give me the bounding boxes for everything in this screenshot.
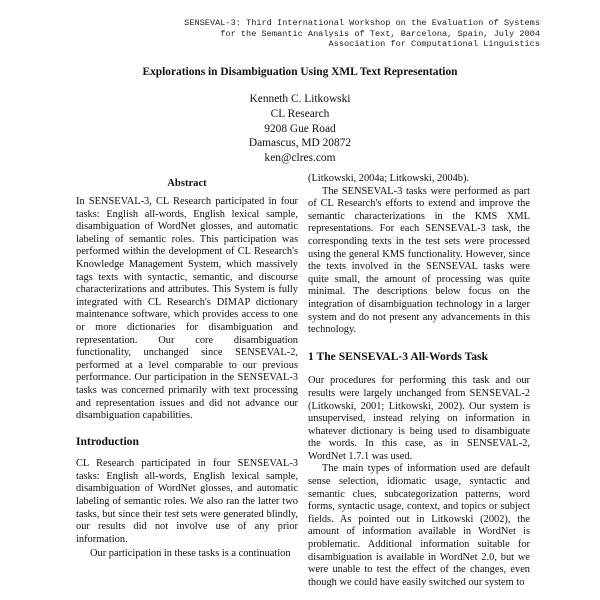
author-street: 9208 Gue Road — [264, 122, 336, 135]
abstract-heading: Abstract — [167, 178, 207, 189]
header-line-3: Association for Computational Linguistics — [328, 39, 540, 49]
author-name: Kenneth C. Litkowski — [249, 93, 351, 105]
header-line-2: for the Semantic Analysis of Text, Barcelona, Spain, July 2004 — [220, 28, 540, 39]
header-line-1: SENSEVAL-3: Third International Workshop on the Evaluation of Systems — [184, 18, 540, 28]
right-column — [308, 173, 530, 589]
author-city: Damascus, MD 20872 — [248, 137, 352, 150]
intro-paragraph-1: CL Research participated in four SENSEVAL-3 tasks: English all-words, English lexical sample, disambiguation of WordNet glosses, and automatic labeling of semantic roles. We also ran the latter two tasks, but since their test sets were generated blindly, our results did not involve use of any prior information. — [76, 458, 298, 545]
paper-title: Explorations in Disambiguation Using XML Text Representation — [142, 66, 458, 78]
section-1-heading: 1 The SENSEVAL-3 All-Words Task — [308, 349, 488, 363]
citation-continuation: (Litkowski, 2004a; Litkowski, 2004b). — [308, 173, 470, 184]
author-block — [0, 92, 600, 166]
abstract-text: In SENSEVAL-3, CL Research participated in four tasks: English all-words, English lexical sample, disambiguation of WordNet glosses, and automatic labeling of semantic roles. This participation was performed within the development of CL Research's Knowledge Management System, which massively tags texts with syntactic, semantic, and discourse characterizations and attributes. This System is fully integrated with CL Research's DIMAP dictionary maintenance software, which provides access to one or more dictionaries for disambiguation and representation. Our core disambiguation functionality, unchanged since SENSEVAL-2, performed at a level comparable to our previous performance. Our participation in the SENSEVAL-3 tasks was concerned primarily with text processing and representation issues and did not advance our disambiguation capabilities. — [76, 196, 298, 422]
section-1-paragraph-1: Our procedures for performing this task and our results were largely unchanged from SENSEVAL-2 (Litkowski, 2001; Litkowski, 2002). Our system is unsupervised, instead relying on information in whatever dictionary is being used to disambiguate the words. In this case, as in SENSEVAL-2, WordNet 1.7.1 was used. — [308, 375, 530, 462]
proceedings-header — [184, 18, 540, 50]
author-email: ken@clres.com — [264, 152, 336, 165]
body-paragraph-1: The SENSEVAL-3 tasks were performed as part of CL Research's efforts to extend and improve the semantic characterizations in the KMS XML representations. For each SENSEVAL-3 task, the corresponding texts in the test sets were processed using the general KMS functionality. However, since the texts involved in the SENSEVAL tasks were quite small, the amount of processing was quite minimal. The descriptions below focus on the integration of disambiguation technology in a larger system and do not present any advancements in this technology. — [308, 185, 530, 336]
section-1-paragraph-2: The main types of information used are default sense selection, idiomatic usage, syntactic and semantic clues, subcategorization patterns, word forms, syntactic usage, context, and topics or subject fields. As pointed out in Litkowski (2002), the amount of information available in WordNet is problematic. Additional information suitable for disambiguation is available in WordNet 2.0, but we were unable to test the effect of the changes, even though we could have easily switched our system to — [308, 463, 530, 588]
left-column — [76, 196, 298, 561]
intro-paragraph-2: Our participation in these tasks is a continuation — [90, 548, 291, 560]
author-organization: CL Research — [270, 107, 330, 120]
introduction-heading: Introduction — [76, 434, 139, 448]
